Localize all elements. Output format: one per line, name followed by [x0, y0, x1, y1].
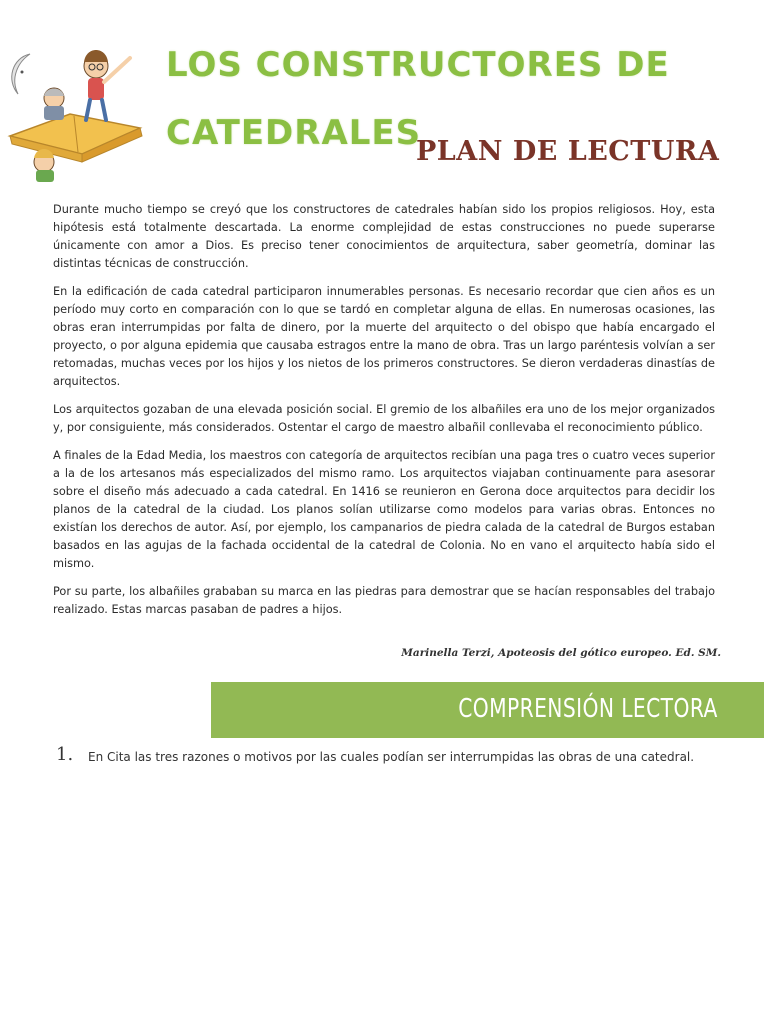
question-item: [56, 744, 716, 767]
source-attribution: Marinella Terzi, Apoteosis del gótico europeo. Ed. SM.: [401, 647, 721, 659]
question-number: 1.: [56, 744, 74, 765]
page-title-line-2: CATEDRALES: [166, 113, 422, 153]
page-subtitle: PLAN DE LECTURA: [416, 136, 720, 167]
children-reading-book-illustration: [0, 36, 156, 186]
question-text: En Cita las tres razones o motivos por las cuales podían ser interrumpidas las obras de una catedral.: [88, 750, 695, 764]
page-title-line-1: LOS CONSTRUCTORES DE: [166, 45, 670, 85]
paragraph: Los arquitectos gozaban de una elevada posición social. El gremio de los albañiles era uno de los mejor organizados y, por consiguiente, más considerados. Ostentar el cargo de maestro albañil conllevaba el reconocimiento público.: [53, 403, 715, 434]
paragraph: En la edificación de cada catedral participaron innumerables personas. Es necesario recordar que cien años es un período muy corto en comparación con lo que se tardó en completar alguna de ellas. En numerosas ocasiones, las obras eran interrumpidas por falta de dinero, por la muerte del arquitecto o del obispo que había encargado el proyecto, o por alguna epidemia que causaba estragos entre la mano de obra. Tras un largo paréntesis volvían a ser retomadas, muchas veces por los hijos y los nietos de los primeros constructores. Se dieron verdaderas dinastías de arquitectos.: [53, 285, 715, 388]
section-banner-label: COMPRENSIÓN LECTORA: [458, 694, 718, 724]
paragraph: Durante mucho tiempo se creyó que los constructores de catedrales habían sido los propios religiosos. Hoy, esta hipótesis está totalmente descartada. La enorme complejidad de estas construcciones no puede superarse únicamente con amor a Dios. Es preciso tener conocimientos de arquitectura, saber geometría, dominar las distintas técnicas de construcción.: [53, 203, 715, 270]
section-banner: [211, 682, 764, 738]
paragraph: A finales de la Edad Media, los maestros con categoría de arquitectos recibían una paga tres o cuatro veces superior a la de los artesanos más especializados del mismo ramo. Los arquitectos viajaban continuamente para asesorar sobre el diseño más adecuado a cada catedral. En 1416 se reunieron en Gerona doce arquitectos para decidir los planos de la catedral de la ciudad. Los planos solían utilizarse como modelos para varias obras. Entonces no existían los derechos de autor. Así, por ejemplo, los campanarios de piedra calada de la catedral de Burgos estaban basados en las agujas de la fachada occidental de la catedral de Colonia. No en vano el arquitecto había sido el mismo.: [53, 449, 715, 570]
paragraph: Por su parte, los albañiles grababan su marca en las piedras para demostrar que se hacían responsables del trabajo realizado. Estas marcas pasaban de padres a hijos.: [53, 585, 715, 616]
reading-text: [53, 201, 715, 629]
